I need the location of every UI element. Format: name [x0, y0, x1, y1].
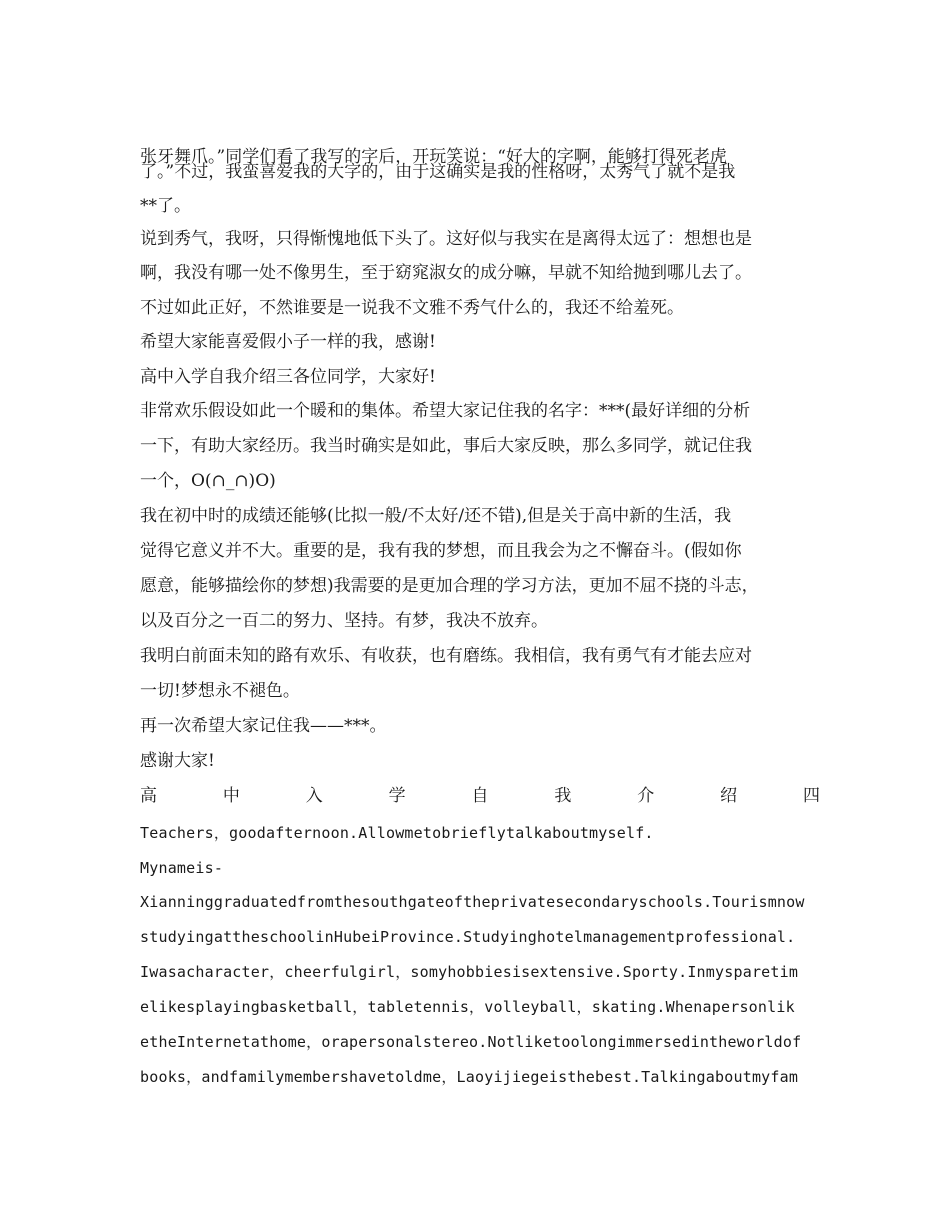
heading-char: 四 — [803, 786, 820, 806]
heading-char: 高 — [140, 786, 157, 806]
english-line: Mynameis- — [140, 859, 224, 877]
body-line: 一个，O(∩_∩)O) — [140, 471, 276, 491]
heading-char: 绍 — [720, 786, 738, 806]
body-line: 一切!梦想永不褪色。 — [140, 681, 300, 701]
english-line: elikesplayingbasketball，tabletennis，volleyball，skating.Whenapersonlik — [140, 998, 795, 1016]
english-line: etheInternetathome，orapersonalstereo.Notliketoolongimmersedintheworldof — [140, 1033, 802, 1051]
body-line: 啊，我没有哪一处不像男生，至于窈窕淑女的成分嘛，早就不知给抛到哪儿去了。 — [140, 263, 752, 283]
english-line: Xianninggraduatedfromthesouthgateoftheprivatesecondaryschools.Tourismnow — [140, 893, 805, 911]
body-line: 了。”不过，我蛮喜爱我的大字的，由于这确实是我的性格呀，太秀气了就不是我 — [140, 162, 736, 182]
english-line: Iwasacharacter，cheerfulgirl，somyhobbiesisextensive.Sporty.Inmysparetim — [140, 963, 799, 981]
english-line: studyingattheschoolinHubeiProvince.Studyinghotelmanagementprofessional. — [140, 928, 796, 946]
body-line: 再一次希望大家记住我——***。 — [140, 716, 387, 736]
body-line: 高中入学自我介绍三各位同学，大家好! — [140, 367, 436, 387]
heading-char: 学 — [388, 786, 406, 806]
body-line: 说到秀气，我呀，只得惭愧地低下头了。这好似与我实在是离得太远了：想想也是 — [140, 229, 752, 249]
body-line: 我在初中时的成绩还能够(比拟一般/不太好/还不错),但是关于高中新的生活，我 — [140, 506, 732, 526]
body-line: 觉得它意义并不大。重要的是，我有我的梦想，而且我会为之不懈奋斗。(假如你 — [140, 541, 742, 561]
heading-char: 我 — [554, 786, 572, 806]
body-line: 以及百分之一百二的努力、坚持。有梦，我决不放弃。 — [140, 611, 548, 631]
body-line: 愿意，能够描绘你的梦想)我需要的是更加合理的学习方法，更加不屈不挠的斗志， — [140, 576, 759, 596]
section-heading — [140, 785, 820, 807]
heading-char: 介 — [637, 786, 655, 806]
heading-char: 中 — [222, 786, 240, 806]
body-line: 希望大家能喜爱假小子一样的我，感谢! — [140, 332, 436, 352]
body-line: 不过如此正好，不然谁要是一说我不文雅不秀气什么的，我还不给羞死。 — [140, 298, 684, 318]
body-line: 张牙舞爪。”同学们看了我写的字后，开玩笑说：“好大的字啊，能够打得死老虎 — [140, 147, 727, 167]
body-line: **了。 — [140, 196, 191, 216]
body-line: 非常欢乐假设如此一个暖和的集体。希望大家记住我的名字：***(最好详细的分析 — [140, 401, 751, 421]
body-line: 我明白前面未知的路有欢乐、有收获，也有磨练。我相信，我有勇气有才能去应对 — [140, 646, 752, 666]
english-line: Teachers，goodafternoon.Allowmetobrieflytalkaboutmyself. — [140, 824, 654, 842]
body-line: 一下，有助大家经历。我当时确实是如此，事后大家反映，那么多同学，就记住我 — [140, 436, 752, 456]
body-line: 感谢大家! — [140, 751, 215, 771]
heading-char: 入 — [305, 786, 323, 806]
heading-char: 自 — [471, 786, 489, 806]
english-line: books，andfamilymembershavetoldme，Laoyijiegeisthebest.Talkingaboutmyfam — [140, 1068, 799, 1086]
